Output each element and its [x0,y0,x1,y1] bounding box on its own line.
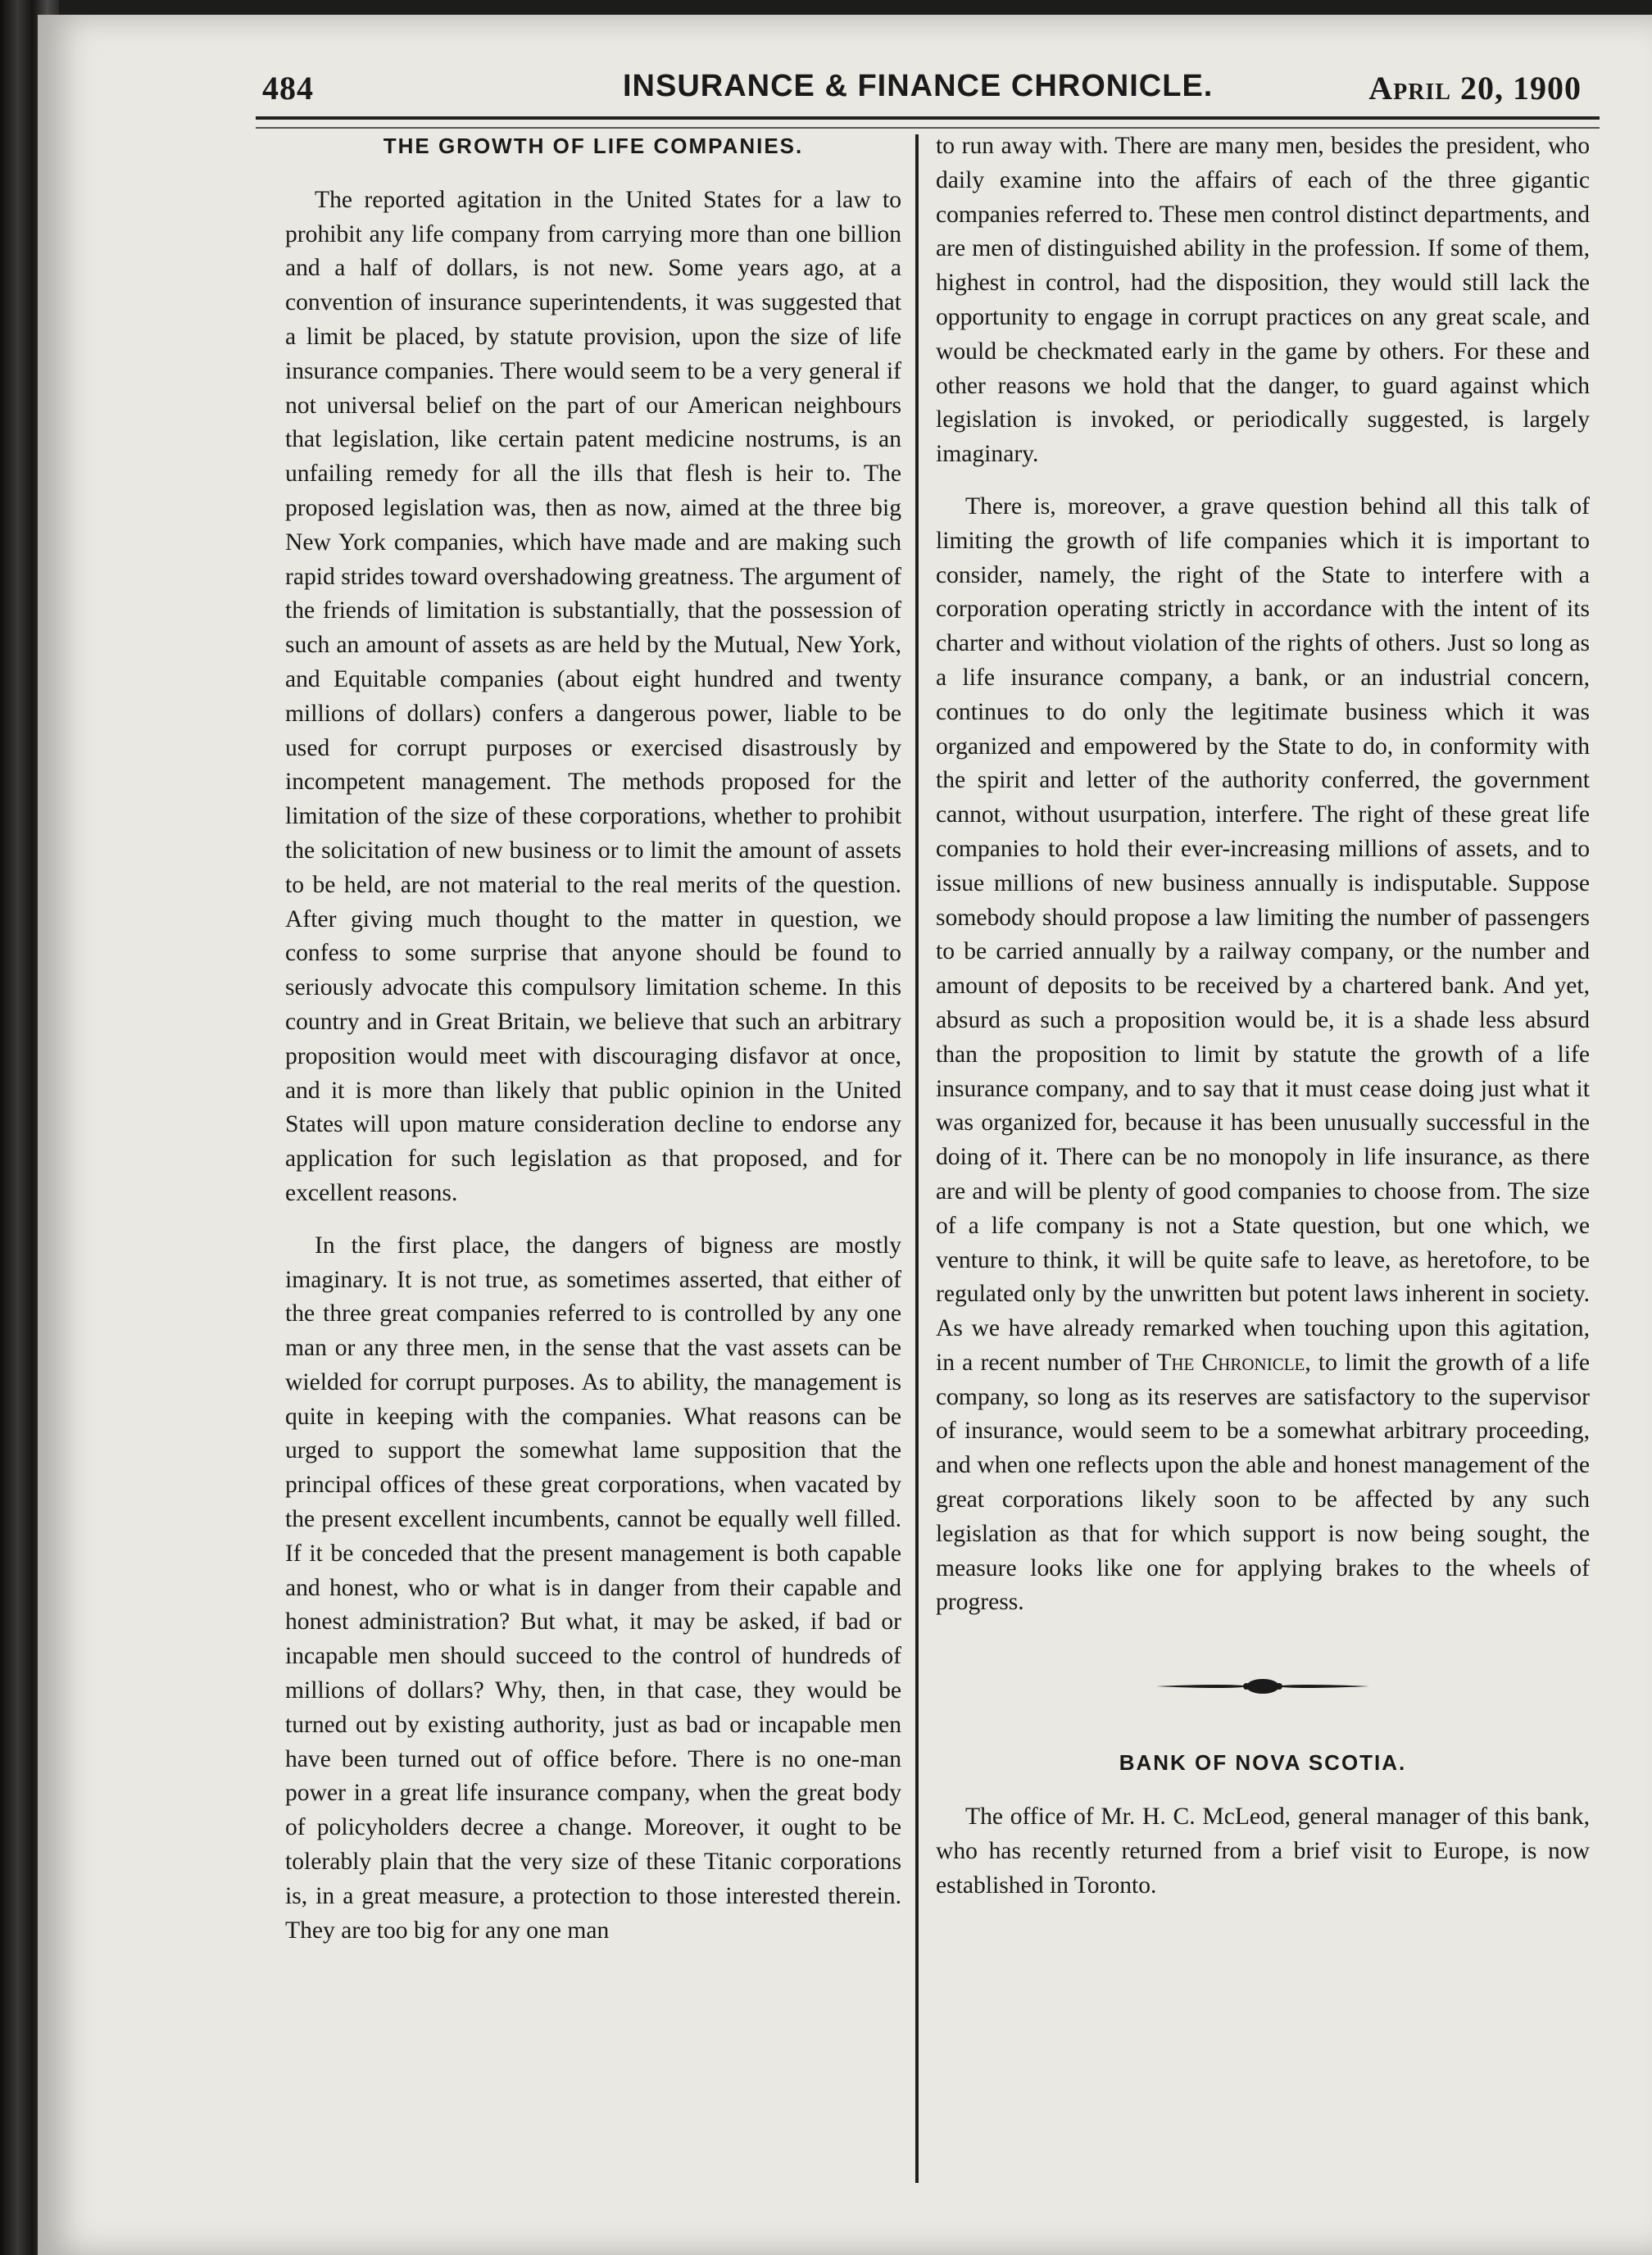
page-number: 484 [262,70,314,107]
article-paragraph-2: In the first place, the dangers of bigness are mostly imaginary. It is not true, as sometimes asserted, that either of the three great companies referred to is controlled by any one man or any three men, in the sense that the vast assets can be wielded for corrupt purposes. As to ability, the management is quite in keeping with the companies. What reasons can be urged to support the somewhat lame supposition that the principal offices of these great corporations, when vacated by the present excellent incumbents, cannot be equally well filled. If it be conceded that the present management is both capable and honest, who or what is in danger from their capable and honest administration? But what, it may be asked, if bad or incapable men should succeed to the control of hundreds of millions of dollars? Why, then, in that case, they would be turned out by existing authority, just as bad or incapable men have been turned out of office before. There is no one-man power in a great life insurance company, when the great body of policyholders decree a change. Moreover, it ought to be tolerably plain that the very size of these Titanic corporations is, in a great measure, a protection to those interested therein. They are too big for any one man [285,1232,901,1944]
running-head [256,64,1600,121]
paragraph-3-text-b: , to limit the growth of a life company, so long as its reserves are satisfactory to the supervisor of insurance, would seem to be a somewhat arbitrary proceeding, and when one reflects upon the able and honest management of the great corporations likely soon to be affected by any such legislation as that for which support is now being sought, the measure looks like one for applying brakes to the wheels of progress. [936,1349,1590,1616]
article-paragraph-3 [936,490,1590,1620]
article-heading-bank: BANK OF NOVA SCOTIA. [1119,1750,1407,1776]
header-rule [256,116,1600,129]
right-column [936,129,1590,1903]
article-paragraph-1: The reported agitation in the United States for a law to prohibit any life company from carrying more than one billion and a half of dollars, is not new. Some years ago, at a convention of insurance superintendents, it was suggested that a limit be placed, by statute provision, upon the size of life insurance companies. There would seem to be a very general if not universal belief on the part of our American neighbours that legislation, like certain patent medicine nostrums, is an unfailing remedy for all the ills that flesh is heir to. The proposed legislation was, then as now, aimed at the three big New York companies, which have made and are making such rapid strides toward overshadowing greatness. The argument of the friends of limitation is substantially, that the possession of such an amount of assets as are held by the Mutual, New York, and Equitable companies (about eight hundred and twenty millions of dollars) confers a dangerous power, liable to be used for corrupt purposes or exercised disastrously by incompetent management. The methods proposed for the limitation of the size of these corporations, whether to prohibit the solicitation of new business or to limit the amount of assets to be held, are not material to the real merits of the question. After giving much thought to the matter in question, we confess to some surprise that anyone should be found to seriously advocate this compulsory limitation scheme. In this country and in Great Britain, we believe that such an arbitrary proposition would meet with discouraging disfavor at once, and it is more than likely that public opinion in the United States will upon mature consideration decline to endorse any application for such legislation as that proposed, and for excellent reasons. [285,186,901,1206]
bank-paragraph: The office of Mr. H. C. McLeod, general manager of this bank, who has recently returned from a brief visit to Europe, is now established in Toronto. [936,1804,1590,1899]
issue-date: April 20, 1900 [1368,70,1582,107]
publication-title: INSURANCE & FINANCE CHRONICLE. [623,69,1214,103]
journal-name: The Chronicle [1156,1349,1305,1376]
article-heading-growth: THE GROWTH OF LIFE COMPANIES. [383,134,804,158]
column-divider [915,134,919,2183]
article-paragraph-2-continued: to run away with. There are many men, besides the president, who daily examine into the affairs of each of the three gigantic companies referred to. These men control distinct departments, and are men of distinguished ability in the profession. If some of them, highest in control, had the disposition, they would still lack the opportunity to engage in corrupt practices on any great scale, and would be checkmated early in the game by others. For these and other reasons we hold that the danger, to guard against which legislation is invoked, or periodically suggested, is largely imaginary. [936,133,1590,468]
ornament-divider [1156,1674,1369,1699]
paragraph-3-text-a: There is, moreover, a grave question behind all this talk of limiting the growth of life companies which it is important to consider, namely, the right of the State to interfere with a corporation operating strictly in accordance with the intent of its charter and without violation of the rights of others. Just so long as a life insurance company, a bank, or an industrial concern, continues to do only the legitimate business which it was organized and empowered by the State to do, in conformity with the spirit and letter of the authority conferred, the government cannot, without usurpation, interfere. The right of these great life companies to hold their ever-increasing millions of assets, and to issue millions of new business annually is indisputable. Suppose somebody should propose a law limiting the number of passengers to be carried annually by a railway company, or the number and amount of deposits to be received by a chartered bank. And yet, absurd as such a proposition would be, it is a shade less absurd than the proposition to limit by statute the growth of a life insurance company, and to say that it must cease doing just what it was organized for, because it has been unusually successful in the doing of it. There can be no monopoly in life insurance, as there are and will be plenty of good companies to choose from. The size of a life company is not a State question, but one which, we venture to think, it will be quite safe to leave, as heretofore, to be regulated only by the unwritten but potent laws inherent in society. As we have already remarked when touching upon this agitation, in a recent number of [936,492,1590,1376]
left-column [285,129,901,1948]
